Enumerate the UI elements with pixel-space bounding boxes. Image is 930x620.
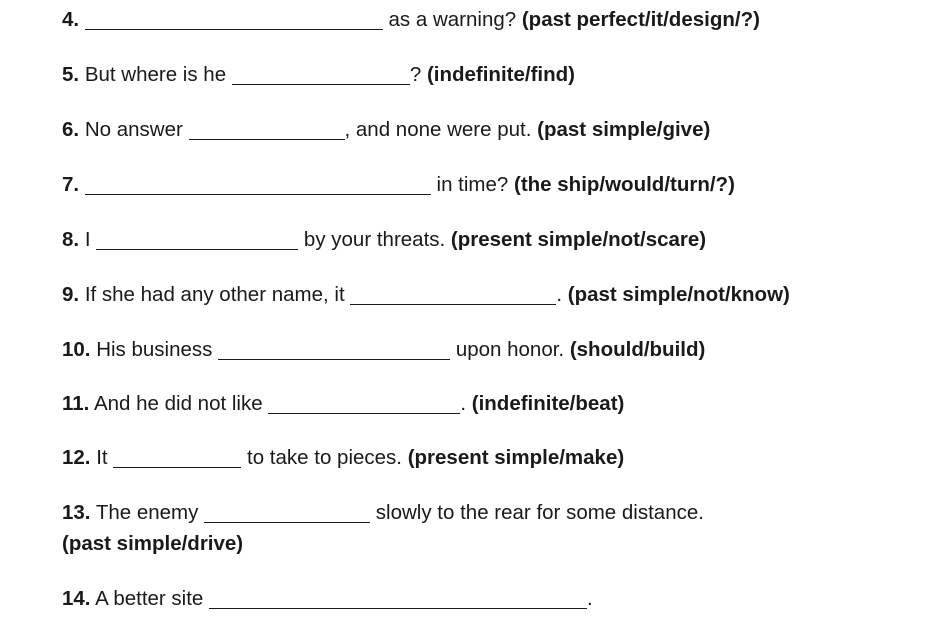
exercise-hint: (the ship/would/turn/?) — [514, 173, 735, 196]
exercise-number: 8. — [62, 228, 80, 251]
exercise-number: 7. — [62, 173, 80, 196]
exercise-text-before: And he did not like — [93, 392, 263, 415]
exercise-9 — [62, 280, 790, 310]
exercise-text-before: But where is he — [84, 63, 227, 86]
exercise-10 — [62, 335, 705, 365]
answer-blank-4[interactable] — [85, 7, 383, 30]
answer-blank-9[interactable] — [350, 282, 556, 305]
exercise-text-before: A better site — [95, 587, 204, 610]
exercise-hint: (present simple/make) — [407, 446, 625, 469]
exercise-text-after: . — [460, 392, 467, 415]
exercise-hint: (past simple/not/know) — [567, 283, 790, 306]
exercise-5 — [62, 60, 575, 90]
exercise-text-before: His business — [96, 338, 213, 361]
exercise-4 — [62, 5, 760, 35]
exercise-text-after: slowly to the rear for some distance. — [375, 501, 704, 524]
exercise-hint: (present simple/not/scare) — [450, 228, 707, 251]
exercise-text-after: in time? — [436, 173, 509, 196]
exercise-hint: (should/build) — [569, 338, 706, 361]
exercise-number: 14. — [62, 587, 91, 610]
exercise-11 — [62, 389, 624, 419]
exercise-number: 6. — [62, 118, 80, 141]
exercise-number: 9. — [62, 283, 80, 306]
answer-blank-14[interactable] — [209, 586, 587, 609]
exercise-hint: (past simple/drive) — [62, 532, 244, 555]
exercise-13-hint-line — [62, 529, 243, 559]
answer-blank-10[interactable] — [218, 337, 450, 360]
exercise-text-before: No answer — [84, 118, 183, 141]
answer-blank-6[interactable] — [189, 117, 345, 140]
exercise-number: 4. — [62, 8, 80, 31]
exercise-text-before: I — [84, 228, 91, 251]
exercise-7 — [62, 170, 735, 200]
exercise-number: 12. — [62, 446, 91, 469]
answer-blank-8[interactable] — [96, 227, 298, 250]
exercise-number: 13. — [62, 501, 91, 524]
exercise-12 — [62, 443, 624, 473]
exercise-text-before: It — [96, 446, 108, 469]
exercise-text-after: upon honor. — [455, 338, 565, 361]
exercise-text-after: . — [587, 587, 593, 610]
exercise-text-after: ? — [409, 63, 422, 86]
exercise-text-after: by your threats. — [303, 228, 446, 251]
exercise-hint: (past perfect/it/design/?) — [521, 8, 760, 31]
answer-blank-5[interactable] — [232, 62, 410, 85]
exercise-text-after: , and none were put. — [344, 118, 532, 141]
answer-blank-7[interactable] — [85, 172, 431, 195]
exercise-8 — [62, 225, 706, 255]
answer-blank-11[interactable] — [268, 391, 460, 414]
exercise-6 — [62, 115, 710, 145]
exercise-text-before: The enemy — [95, 501, 199, 524]
exercise-hint: (indefinite/beat) — [471, 392, 625, 415]
exercise-number: 11. — [62, 392, 90, 415]
answer-blank-13[interactable] — [204, 500, 370, 523]
exercise-13 — [62, 498, 704, 528]
answer-blank-12[interactable] — [113, 445, 241, 468]
exercise-number: 10. — [62, 338, 91, 361]
exercise-text-after: to take to pieces. — [247, 446, 402, 469]
exercise-text-after: as a warning? — [388, 8, 517, 31]
exercise-hint: (indefinite/find) — [426, 63, 575, 86]
exercise-hint: (past simple/give) — [537, 118, 711, 141]
exercise-14 — [62, 584, 593, 614]
exercise-text-after: . — [556, 283, 563, 306]
exercise-text-before: If she had any other name, it — [84, 283, 345, 306]
exercise-number: 5. — [62, 63, 80, 86]
